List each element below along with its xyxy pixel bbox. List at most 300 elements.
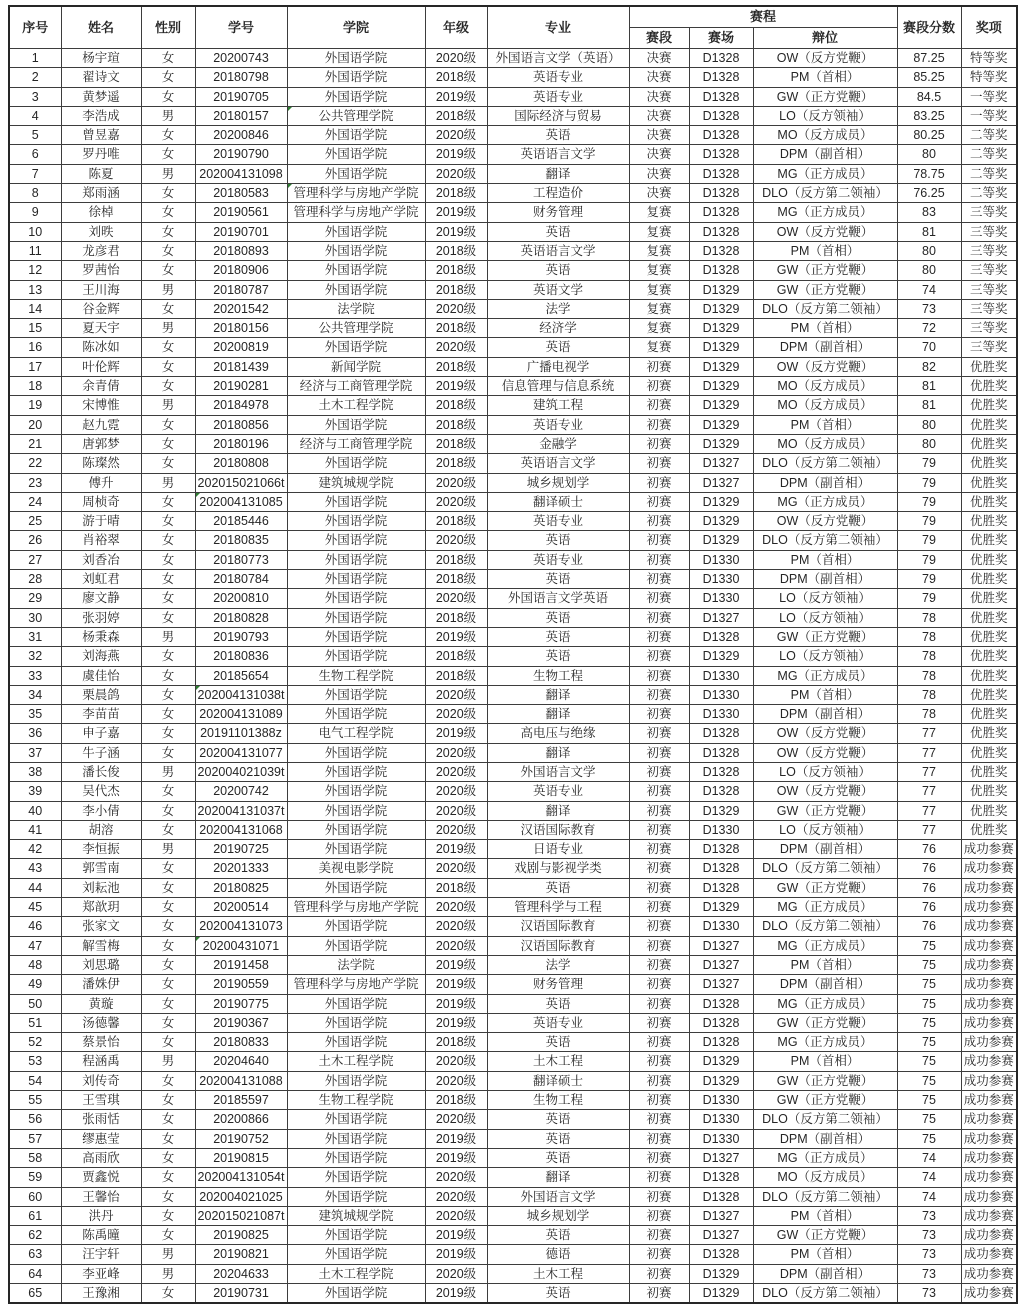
cell-major[interactable]: 英语: [487, 570, 629, 589]
cell-college[interactable]: 电气工程学院: [287, 724, 425, 743]
cell-serial[interactable]: 51: [9, 1013, 61, 1032]
cell-major[interactable]: 汉语国际教育: [487, 820, 629, 839]
cell-college[interactable]: 土木工程学院: [287, 1264, 425, 1283]
cell-name[interactable]: 徐棹: [61, 203, 141, 222]
cell-position[interactable]: PM（首相）: [753, 68, 897, 87]
cell-serial[interactable]: 65: [9, 1284, 61, 1304]
cell-name[interactable]: 曾昱嘉: [61, 126, 141, 145]
cell-award[interactable]: 成功参赛: [961, 1013, 1017, 1032]
cell-score[interactable]: 73: [897, 1226, 961, 1245]
cell-score[interactable]: 87.25: [897, 49, 961, 68]
cell-venue[interactable]: D1329: [689, 801, 753, 820]
cell-name[interactable]: 刘思璐: [61, 955, 141, 974]
cell-serial[interactable]: 19: [9, 396, 61, 415]
cell-position[interactable]: LO（反方领袖）: [753, 106, 897, 125]
cell-student-id[interactable]: 202004021039t: [195, 762, 287, 781]
cell-position[interactable]: PM（首相）: [753, 415, 897, 434]
cell-student-id[interactable]: 20180828: [195, 608, 287, 627]
cell-venue[interactable]: D1328: [689, 782, 753, 801]
cell-stage[interactable]: 初赛: [629, 1168, 689, 1187]
cell-stage[interactable]: 初赛: [629, 724, 689, 743]
cell-major[interactable]: 金融学: [487, 434, 629, 453]
cell-serial[interactable]: 62: [9, 1226, 61, 1245]
cell-gender[interactable]: 男: [141, 280, 195, 299]
cell-name[interactable]: 李恒振: [61, 840, 141, 859]
cell-grade[interactable]: 2020级: [425, 1206, 487, 1225]
cell-student-id[interactable]: 20180893: [195, 241, 287, 260]
cell-stage[interactable]: 复赛: [629, 241, 689, 260]
cell-gender[interactable]: 女: [141, 589, 195, 608]
cell-major[interactable]: 翻译: [487, 801, 629, 820]
cell-stage[interactable]: 初赛: [629, 531, 689, 550]
cell-gender[interactable]: 女: [141, 222, 195, 241]
cell-stage[interactable]: 初赛: [629, 666, 689, 685]
cell-gender[interactable]: 男: [141, 396, 195, 415]
cell-gender[interactable]: 女: [141, 917, 195, 936]
cell-award[interactable]: 成功参赛: [961, 1187, 1017, 1206]
cell-serial[interactable]: 14: [9, 299, 61, 318]
cell-name[interactable]: 肖裕翠: [61, 531, 141, 550]
cell-college[interactable]: 外国语学院: [287, 415, 425, 434]
cell-gender[interactable]: 女: [141, 492, 195, 511]
cell-venue[interactable]: D1328: [689, 859, 753, 878]
cell-award[interactable]: 二等奖: [961, 184, 1017, 203]
cell-grade[interactable]: 2019级: [425, 994, 487, 1013]
cell-score[interactable]: 80: [897, 261, 961, 280]
cell-award[interactable]: 成功参赛: [961, 975, 1017, 994]
cell-gender[interactable]: 女: [141, 299, 195, 318]
cell-gender[interactable]: 女: [141, 608, 195, 627]
cell-college[interactable]: 外国语学院: [287, 589, 425, 608]
cell-position[interactable]: DLO（反方第二领袖）: [753, 917, 897, 936]
cell-gender[interactable]: 女: [141, 184, 195, 203]
cell-gender[interactable]: 女: [141, 1187, 195, 1206]
cell-award[interactable]: 成功参赛: [961, 840, 1017, 859]
cell-award[interactable]: 二等奖: [961, 145, 1017, 164]
cell-name[interactable]: 翟诗文: [61, 68, 141, 87]
cell-score[interactable]: 79: [897, 512, 961, 531]
cell-major[interactable]: 信息管理与信息系统: [487, 377, 629, 396]
cell-grade[interactable]: 2018级: [425, 1033, 487, 1052]
cell-student-id[interactable]: 20191458: [195, 955, 287, 974]
cell-score[interactable]: 80.25: [897, 126, 961, 145]
cell-score[interactable]: 85.25: [897, 68, 961, 87]
cell-position[interactable]: DPM（副首相）: [753, 338, 897, 357]
cell-student-id[interactable]: 20180808: [195, 454, 287, 473]
cell-award[interactable]: 成功参赛: [961, 898, 1017, 917]
cell-name[interactable]: 黄璇: [61, 994, 141, 1013]
cell-student-id-flagged[interactable]: 20200431071: [195, 936, 287, 955]
cell-award[interactable]: 成功参赛: [961, 936, 1017, 955]
cell-stage[interactable]: 初赛: [629, 627, 689, 646]
cell-venue[interactable]: D1327: [689, 975, 753, 994]
cell-award[interactable]: 成功参赛: [961, 1206, 1017, 1225]
cell-score[interactable]: 83.25: [897, 106, 961, 125]
cell-grade[interactable]: 2018级: [425, 550, 487, 569]
cell-grade[interactable]: 2019级: [425, 145, 487, 164]
cell-gender[interactable]: 女: [141, 724, 195, 743]
cell-name[interactable]: 张雨恬: [61, 1110, 141, 1129]
cell-student-id[interactable]: 20190793: [195, 627, 287, 646]
cell-college[interactable]: 外国语学院: [287, 1129, 425, 1148]
cell-gender[interactable]: 女: [141, 1013, 195, 1032]
cell-grade[interactable]: 2019级: [425, 975, 487, 994]
cell-position[interactable]: OW（反方党鞭）: [753, 743, 897, 762]
cell-major[interactable]: 英语: [487, 1129, 629, 1148]
cell-award[interactable]: 优胜奖: [961, 762, 1017, 781]
cell-serial[interactable]: 61: [9, 1206, 61, 1225]
cell-position[interactable]: LO（反方领袖）: [753, 589, 897, 608]
cell-score[interactable]: 81: [897, 396, 961, 415]
cell-gender[interactable]: 女: [141, 878, 195, 897]
cell-name[interactable]: 黄梦遥: [61, 87, 141, 106]
cell-venue[interactable]: D1328: [689, 878, 753, 897]
cell-position[interactable]: MG（正方成员）: [753, 1148, 897, 1167]
cell-name[interactable]: 潘姝伊: [61, 975, 141, 994]
cell-college[interactable]: 外国语学院: [287, 49, 425, 68]
cell-major[interactable]: 英语专业: [487, 550, 629, 569]
header-college[interactable]: 学院: [287, 6, 425, 49]
cell-score[interactable]: 73: [897, 1206, 961, 1225]
cell-serial[interactable]: 29: [9, 589, 61, 608]
cell-major[interactable]: 英语专业: [487, 68, 629, 87]
cell-college[interactable]: 外国语学院: [287, 550, 425, 569]
cell-college[interactable]: 外国语学院: [287, 705, 425, 724]
cell-grade[interactable]: 2018级: [425, 106, 487, 125]
cell-stage[interactable]: 初赛: [629, 608, 689, 627]
cell-college[interactable]: 外国语学院: [287, 878, 425, 897]
cell-name[interactable]: 刘海燕: [61, 647, 141, 666]
cell-grade[interactable]: 2018级: [425, 454, 487, 473]
cell-name[interactable]: 杨宇瑄: [61, 49, 141, 68]
cell-award[interactable]: 优胜奖: [961, 608, 1017, 627]
cell-stage[interactable]: 决赛: [629, 49, 689, 68]
cell-venue[interactable]: D1328: [689, 106, 753, 125]
cell-grade[interactable]: 2019级: [425, 1226, 487, 1245]
cell-college[interactable]: 管理科学与房地产学院: [287, 203, 425, 222]
cell-stage[interactable]: 初赛: [629, 743, 689, 762]
cell-grade[interactable]: 2018级: [425, 434, 487, 453]
cell-score[interactable]: 79: [897, 589, 961, 608]
header-award[interactable]: 奖项: [961, 6, 1017, 49]
cell-score[interactable]: 77: [897, 724, 961, 743]
cell-name[interactable]: 吴代杰: [61, 782, 141, 801]
cell-grade[interactable]: 2018级: [425, 1091, 487, 1110]
cell-score[interactable]: 78: [897, 705, 961, 724]
cell-grade[interactable]: 2020级: [425, 1110, 487, 1129]
cell-award[interactable]: 一等奖: [961, 87, 1017, 106]
cell-name[interactable]: 叶伦辉: [61, 357, 141, 376]
cell-serial[interactable]: 63: [9, 1245, 61, 1264]
cell-award[interactable]: 成功参赛: [961, 955, 1017, 974]
cell-name[interactable]: 傅升: [61, 473, 141, 492]
cell-stage[interactable]: 初赛: [629, 589, 689, 608]
cell-score[interactable]: 77: [897, 743, 961, 762]
cell-major[interactable]: 外国语言文学: [487, 762, 629, 781]
cell-position[interactable]: DPM（副首相）: [753, 975, 897, 994]
cell-grade[interactable]: 2018级: [425, 280, 487, 299]
cell-student-id[interactable]: 20180784: [195, 570, 287, 589]
cell-grade[interactable]: 2019级: [425, 627, 487, 646]
cell-position[interactable]: DPM（副首相）: [753, 570, 897, 589]
cell-name[interactable]: 刘香冶: [61, 550, 141, 569]
cell-venue[interactable]: D1329: [689, 338, 753, 357]
cell-grade[interactable]: 2020级: [425, 1052, 487, 1071]
cell-student-id[interactable]: 20200514: [195, 898, 287, 917]
cell-gender[interactable]: 女: [141, 1226, 195, 1245]
cell-serial[interactable]: 41: [9, 820, 61, 839]
cell-award[interactable]: 三等奖: [961, 319, 1017, 338]
cell-venue[interactable]: D1328: [689, 762, 753, 781]
cell-grade[interactable]: 2018级: [425, 647, 487, 666]
cell-award[interactable]: 优胜奖: [961, 627, 1017, 646]
cell-gender[interactable]: 女: [141, 1071, 195, 1090]
cell-major[interactable]: 财务管理: [487, 975, 629, 994]
cell-college[interactable]: 外国语学院: [287, 1245, 425, 1264]
cell-award[interactable]: 优胜奖: [961, 743, 1017, 762]
cell-venue[interactable]: D1329: [689, 492, 753, 511]
cell-grade[interactable]: 2019级: [425, 1284, 487, 1304]
cell-college[interactable]: 经济与工商管理学院: [287, 434, 425, 453]
cell-score[interactable]: 76: [897, 898, 961, 917]
cell-college[interactable]: 外国语学院: [287, 454, 425, 473]
cell-venue[interactable]: D1329: [689, 357, 753, 376]
cell-college[interactable]: 外国语学院: [287, 1284, 425, 1304]
cell-student-id[interactable]: 20190705: [195, 87, 287, 106]
cell-award[interactable]: 成功参赛: [961, 1284, 1017, 1304]
cell-student-id[interactable]: 20204640: [195, 1052, 287, 1071]
cell-name[interactable]: 郑歆玥: [61, 898, 141, 917]
cell-position[interactable]: DPM（副首相）: [753, 145, 897, 164]
cell-position[interactable]: LO（反方领袖）: [753, 647, 897, 666]
cell-serial[interactable]: 49: [9, 975, 61, 994]
cell-college[interactable]: 外国语学院: [287, 145, 425, 164]
cell-college[interactable]: 外国语学院: [287, 1071, 425, 1090]
cell-major[interactable]: 财务管理: [487, 203, 629, 222]
cell-student-id[interactable]: 20190790: [195, 145, 287, 164]
cell-award[interactable]: 优胜奖: [961, 454, 1017, 473]
cell-student-id[interactable]: 20180157: [195, 106, 287, 125]
cell-gender[interactable]: 女: [141, 1284, 195, 1304]
cell-position[interactable]: DPM（副首相）: [753, 1129, 897, 1148]
cell-student-id[interactable]: 20180798: [195, 68, 287, 87]
cell-award[interactable]: 成功参赛: [961, 1110, 1017, 1129]
cell-venue[interactable]: D1330: [689, 1110, 753, 1129]
cell-college[interactable]: 土木工程学院: [287, 1052, 425, 1071]
cell-stage[interactable]: 初赛: [629, 859, 689, 878]
cell-gender[interactable]: 女: [141, 1206, 195, 1225]
cell-student-id[interactable]: 20190731: [195, 1284, 287, 1304]
cell-gender[interactable]: 女: [141, 512, 195, 531]
cell-position[interactable]: DLO（反方第二领袖）: [753, 454, 897, 473]
cell-serial[interactable]: 40: [9, 801, 61, 820]
cell-name[interactable]: 宋博惟: [61, 396, 141, 415]
cell-college-flagged[interactable]: 管理科学与房地产学院: [287, 184, 425, 203]
cell-award[interactable]: 优胜奖: [961, 647, 1017, 666]
cell-student-id-flagged[interactable]: 202004131085: [195, 492, 287, 511]
cell-score[interactable]: 78: [897, 685, 961, 704]
cell-grade[interactable]: 2020级: [425, 49, 487, 68]
cell-stage[interactable]: 初赛: [629, 1264, 689, 1283]
cell-college[interactable]: 管理科学与房地产学院: [287, 898, 425, 917]
cell-score[interactable]: 74: [897, 1168, 961, 1187]
cell-stage[interactable]: 决赛: [629, 145, 689, 164]
cell-student-id[interactable]: 202015021087t: [195, 1206, 287, 1225]
cell-position[interactable]: DLO（反方第二领袖）: [753, 531, 897, 550]
cell-college[interactable]: 公共管理学院: [287, 319, 425, 338]
cell-serial[interactable]: 43: [9, 859, 61, 878]
cell-grade[interactable]: 2019级: [425, 87, 487, 106]
cell-venue[interactable]: D1328: [689, 126, 753, 145]
cell-score[interactable]: 74: [897, 280, 961, 299]
cell-stage[interactable]: 初赛: [629, 396, 689, 415]
cell-venue[interactable]: D1329: [689, 531, 753, 550]
cell-award[interactable]: 三等奖: [961, 222, 1017, 241]
cell-serial[interactable]: 2: [9, 68, 61, 87]
header-venue[interactable]: 赛场: [689, 28, 753, 49]
header-position[interactable]: 辩位: [753, 28, 897, 49]
cell-name[interactable]: 郭雪南: [61, 859, 141, 878]
cell-name[interactable]: 陈璨然: [61, 454, 141, 473]
cell-major[interactable]: 德语: [487, 1245, 629, 1264]
cell-gender[interactable]: 女: [141, 898, 195, 917]
cell-name[interactable]: 解雪梅: [61, 936, 141, 955]
cell-college[interactable]: 外国语学院: [287, 338, 425, 357]
cell-name[interactable]: 申子嘉: [61, 724, 141, 743]
cell-gender[interactable]: 女: [141, 955, 195, 974]
cell-award[interactable]: 成功参赛: [961, 1168, 1017, 1187]
cell-serial[interactable]: 52: [9, 1033, 61, 1052]
cell-major[interactable]: 英语: [487, 531, 629, 550]
cell-student-id[interactable]: 20190815: [195, 1148, 287, 1167]
cell-stage[interactable]: 初赛: [629, 936, 689, 955]
cell-award[interactable]: 成功参赛: [961, 1033, 1017, 1052]
cell-position[interactable]: GW（正方党鞭）: [753, 1013, 897, 1032]
cell-stage[interactable]: 复赛: [629, 261, 689, 280]
cell-name[interactable]: 唐郭梦: [61, 434, 141, 453]
cell-gender[interactable]: 女: [141, 550, 195, 569]
cell-serial[interactable]: 54: [9, 1071, 61, 1090]
cell-college[interactable]: 外国语学院: [287, 840, 425, 859]
cell-position[interactable]: OW（反方党鞭）: [753, 782, 897, 801]
cell-name[interactable]: 虞佳怡: [61, 666, 141, 685]
cell-major[interactable]: 日语专业: [487, 840, 629, 859]
cell-score[interactable]: 76: [897, 859, 961, 878]
cell-student-id[interactable]: 20185654: [195, 666, 287, 685]
cell-serial[interactable]: 5: [9, 126, 61, 145]
cell-major[interactable]: 翻译硕士: [487, 492, 629, 511]
cell-name[interactable]: 罗丹唯: [61, 145, 141, 164]
cell-gender[interactable]: 女: [141, 705, 195, 724]
cell-grade[interactable]: 2018级: [425, 184, 487, 203]
cell-college[interactable]: 外国语学院: [287, 685, 425, 704]
cell-gender[interactable]: 女: [141, 203, 195, 222]
cell-stage[interactable]: 初赛: [629, 878, 689, 897]
cell-venue[interactable]: D1329: [689, 898, 753, 917]
cell-college[interactable]: 外国语学院: [287, 1110, 425, 1129]
cell-major[interactable]: 英语语言文学: [487, 145, 629, 164]
cell-grade[interactable]: 2020级: [425, 917, 487, 936]
cell-stage[interactable]: 初赛: [629, 647, 689, 666]
cell-major[interactable]: 翻译: [487, 685, 629, 704]
cell-position[interactable]: LO（反方领袖）: [753, 762, 897, 781]
cell-venue[interactable]: D1329: [689, 319, 753, 338]
cell-serial[interactable]: 56: [9, 1110, 61, 1129]
cell-major[interactable]: 英语: [487, 338, 629, 357]
cell-position[interactable]: OW（反方党鞭）: [753, 724, 897, 743]
cell-major[interactable]: 建筑工程: [487, 396, 629, 415]
cell-major[interactable]: 法学: [487, 955, 629, 974]
cell-grade[interactable]: 2019级: [425, 840, 487, 859]
cell-score[interactable]: 77: [897, 762, 961, 781]
cell-college[interactable]: 外国语学院: [287, 762, 425, 781]
cell-stage[interactable]: 初赛: [629, 1284, 689, 1304]
cell-name[interactable]: 陈禹曈: [61, 1226, 141, 1245]
cell-grade[interactable]: 2018级: [425, 608, 487, 627]
cell-venue[interactable]: D1328: [689, 1033, 753, 1052]
cell-stage[interactable]: 初赛: [629, 1091, 689, 1110]
cell-major[interactable]: 英语: [487, 1226, 629, 1245]
cell-student-id[interactable]: 20204633: [195, 1264, 287, 1283]
cell-award[interactable]: 优胜奖: [961, 570, 1017, 589]
cell-grade[interactable]: 2020级: [425, 589, 487, 608]
cell-award[interactable]: 成功参赛: [961, 1071, 1017, 1090]
cell-position[interactable]: DPM（副首相）: [753, 705, 897, 724]
cell-gender[interactable]: 女: [141, 782, 195, 801]
cell-score[interactable]: 72: [897, 319, 961, 338]
cell-serial[interactable]: 18: [9, 377, 61, 396]
cell-venue[interactable]: D1327: [689, 608, 753, 627]
cell-major[interactable]: 翻译: [487, 743, 629, 762]
cell-score[interactable]: 79: [897, 570, 961, 589]
cell-position[interactable]: MG（正方成员）: [753, 994, 897, 1013]
cell-college[interactable]: 外国语学院: [287, 647, 425, 666]
cell-student-id[interactable]: 20200742: [195, 782, 287, 801]
cell-college[interactable]: 外国语学院: [287, 570, 425, 589]
cell-score[interactable]: 77: [897, 782, 961, 801]
cell-college[interactable]: 外国语学院: [287, 1187, 425, 1206]
cell-major[interactable]: 翻译: [487, 1168, 629, 1187]
cell-name[interactable]: 周桢奇: [61, 492, 141, 511]
cell-name[interactable]: 栗晨鸽: [61, 685, 141, 704]
cell-stage[interactable]: 初赛: [629, 820, 689, 839]
cell-student-id[interactable]: 20190725: [195, 840, 287, 859]
cell-serial[interactable]: 59: [9, 1168, 61, 1187]
cell-grade[interactable]: 2020级: [425, 1264, 487, 1283]
cell-score[interactable]: 79: [897, 454, 961, 473]
cell-gender[interactable]: 女: [141, 994, 195, 1013]
cell-gender[interactable]: 男: [141, 106, 195, 125]
cell-venue[interactable]: D1329: [689, 434, 753, 453]
cell-stage[interactable]: 复赛: [629, 222, 689, 241]
cell-venue[interactable]: D1327: [689, 1206, 753, 1225]
cell-gender[interactable]: 女: [141, 801, 195, 820]
cell-serial[interactable]: 4: [9, 106, 61, 125]
cell-position[interactable]: PM（首相）: [753, 1052, 897, 1071]
cell-major[interactable]: 翻译: [487, 164, 629, 183]
cell-stage[interactable]: 初赛: [629, 1245, 689, 1264]
cell-major[interactable]: 英语文学: [487, 280, 629, 299]
cell-venue[interactable]: D1327: [689, 955, 753, 974]
cell-major[interactable]: 工程造价: [487, 184, 629, 203]
cell-award[interactable]: 特等奖: [961, 68, 1017, 87]
cell-award[interactable]: 三等奖: [961, 203, 1017, 222]
cell-serial[interactable]: 20: [9, 415, 61, 434]
cell-student-id[interactable]: 20201333: [195, 859, 287, 878]
cell-award[interactable]: 三等奖: [961, 241, 1017, 260]
cell-gender[interactable]: 女: [141, 1148, 195, 1167]
cell-name[interactable]: 潘长俊: [61, 762, 141, 781]
